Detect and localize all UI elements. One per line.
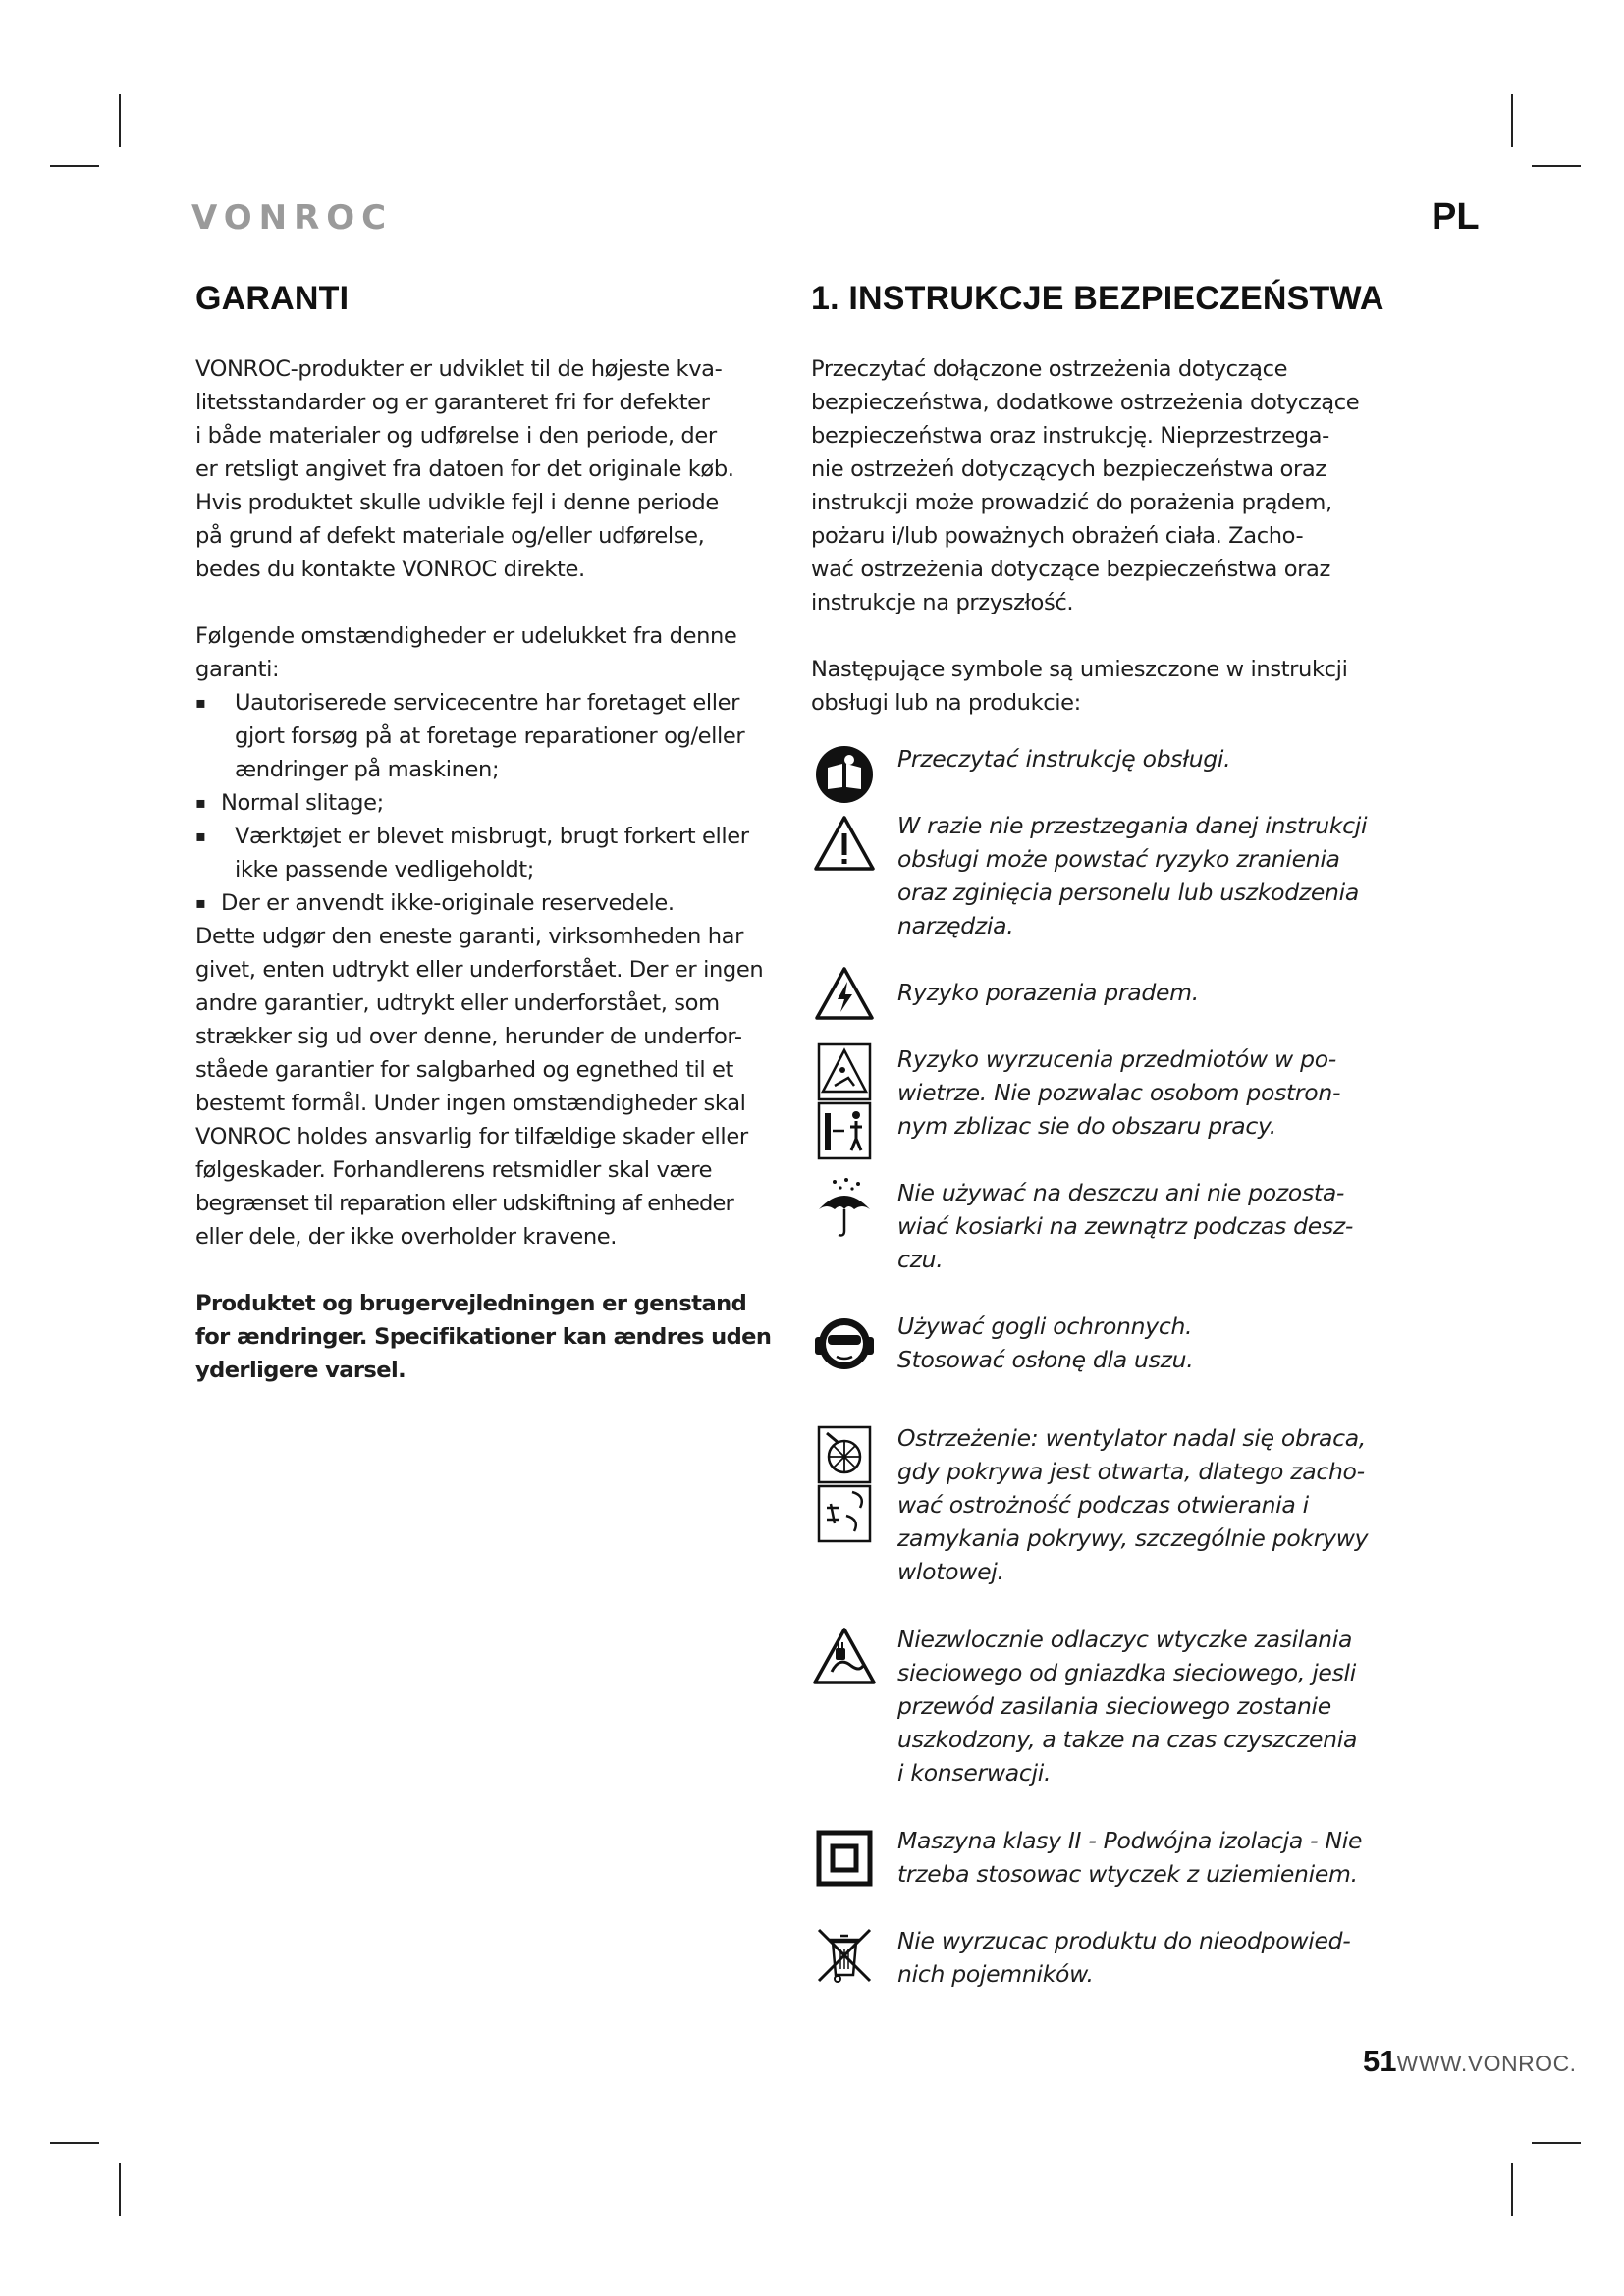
safety-title: 1. INSTRUKCJE BEZPIECZEŃSTWA: [811, 280, 1384, 317]
warning-triangle-icon: [811, 815, 878, 872]
list-item: ▪ Værktøjet er blevet misbrugt, brugt forkert eller ikke passende vedligeholdt;: [195, 820, 794, 886]
symbols-intro: Następujące symbole są umieszczone w instrukcji obsługi lub na produkcie:: [811, 657, 1348, 716]
crossed-bin-icon: [811, 1924, 878, 1987]
goggles-ear-protection-icon: [811, 1313, 878, 1372]
excluded-intro: Følgende omstændigheder er udelukket fra denne garanti:: [195, 623, 737, 682]
symbol-row: Przeczytać instrukcję obsługi.: [811, 742, 1410, 809]
list-item: ▪ Normal slitage;: [195, 786, 794, 820]
warranty-section: [195, 280, 794, 1387]
crop-mark: [1511, 2163, 1513, 2216]
page-footer: [1363, 2044, 1577, 2079]
read-manual-icon: [811, 744, 878, 805]
symbol-row: Nie wyrzucac produktu do nieodpowied- nich pojemników.: [811, 1924, 1410, 1993]
symbol-row: Niezwlocznie odlaczyc wtyczke zasilania sieciowego od gniazdka sieciowego, jesli przewód zasilania sieciowego zostanie uszkodzony, a takze na czas czyszczenia i konserwacji.: [811, 1623, 1410, 1824]
warranty-intro: VONROC-produkter er udviklet til de højeste kva- litetsstandarder og er garanteret fri for defekter i både materialer og udførelse i den periode, der er retsligt angivet fra datoen for det originale køb. Hvis produktet skulle udvikle fejl i denne periode på grund af defekt materiale og/eller udførelse, bedes du kontakte VONROC direkte.: [195, 356, 734, 582]
warranty-closing: Dette udgør den eneste garanti, virksomheden har givet, enten udtrykt eller underforstået. Der er ingen andre garantier, udtrykt eller underforstået, som strækker sig ud over denne, herunder de underfor- ståede garantier for salgbarhed og egnethed til et bestemt formål. Under ingen omstændigheder skal VONROC holdes ansvarlig for tilfældige skader eller følgeskader. Forhandlerens retsmidler skal være begrænset til reparation eller udskiftning af enheder eller dele, der ikke overholder kravene.: [195, 924, 764, 1250]
crop-mark: [50, 2142, 99, 2144]
crop-mark: [50, 165, 99, 167]
brand-logo: VONROC: [191, 198, 394, 238]
double-insulation-icon: [811, 1830, 878, 1887]
umbrella-rain-icon: [811, 1176, 878, 1239]
symbol-row: Ostrzeżenie: wentylator nadal się obraca, gdy pokrywa jest otwarta, dlatego zacho- wać ostrożność podczas otwierania i zamykania pokrywy, szczególnie pokrywy wlotowej.: [811, 1421, 1410, 1623]
flying-objects-icon: [811, 1042, 878, 1160]
crop-mark: [1511, 94, 1513, 147]
page-number: 51: [1363, 2044, 1397, 2078]
crop-mark: [119, 2163, 121, 2216]
safety-intro: Przeczytać dołączone ostrzeżenia dotyczące bezpieczeństwa, dodatkowe ostrzeżenia dotyczące bezpieczeństwa oraz instrukcję. Nieprzestrzega- nie ostrzeżeń dotyczących bezpieczeństwa oraz instrukcji może prowadzić do porażenia prądem, pożaru i/lub poważnych obrażeń ciała. Zacho- wać ostrzeżenia dotyczące bezpieczeństwa oraz instrukcje na przyszłość.: [811, 356, 1360, 615]
symbol-row: Nie używać na deszczu ani nie pozosta- wiać kosiarki na zewnątrz podczas desz- czu.: [811, 1176, 1410, 1309]
symbol-row: W razie nie przestzegania danej instrukcji obsługi może powstać ryzyko zranienia oraz zginięcia personelu lub uszkodzenia narzędzia.: [811, 809, 1410, 976]
exclusion-list: [195, 686, 794, 920]
rotating-fan-icon: [811, 1425, 878, 1543]
specification-notice: Produktet og brugervejledningen er genstand for ændringer. Specifikationer kan ændres uden yderligere varsel.: [195, 1291, 772, 1383]
symbol-list: [811, 742, 1410, 1993]
symbol-row: Ryzyko porazenia pradem.: [811, 976, 1410, 1042]
warranty-title: GARANTI: [195, 280, 350, 317]
language-code: PL: [1432, 196, 1480, 238]
electric-shock-icon: [811, 966, 878, 1021]
list-item: ▪ Der er anvendt ikke-originale reservedele.: [195, 886, 794, 920]
crop-mark: [1532, 2142, 1581, 2144]
unplug-cable-icon: [811, 1627, 878, 1685]
crop-mark: [1532, 165, 1581, 167]
symbol-row: Ryzyko wyrzucenia przedmiotów w po- wietrze. Nie pozwalac osobom postron- nym zblizac sie do obszaru pracy.: [811, 1042, 1410, 1176]
symbol-row: Maszyna klasy II - Podwójna izolacja - Nie trzeba stosowac wtyczek z uziemieniem.: [811, 1824, 1410, 1924]
website-link[interactable]: WWW.VONROC.: [1396, 2051, 1577, 2076]
symbol-row: Używać gogli ochronnych. Stosować osłonę dla uszu.: [811, 1309, 1410, 1421]
list-item: ▪ Uautoriserede servicecentre har foretaget eller gjort forsøg på at foretage reparationer og/eller ændringer på maskinen;: [195, 686, 794, 786]
safety-section: [811, 280, 1406, 720]
crop-mark: [119, 94, 121, 147]
